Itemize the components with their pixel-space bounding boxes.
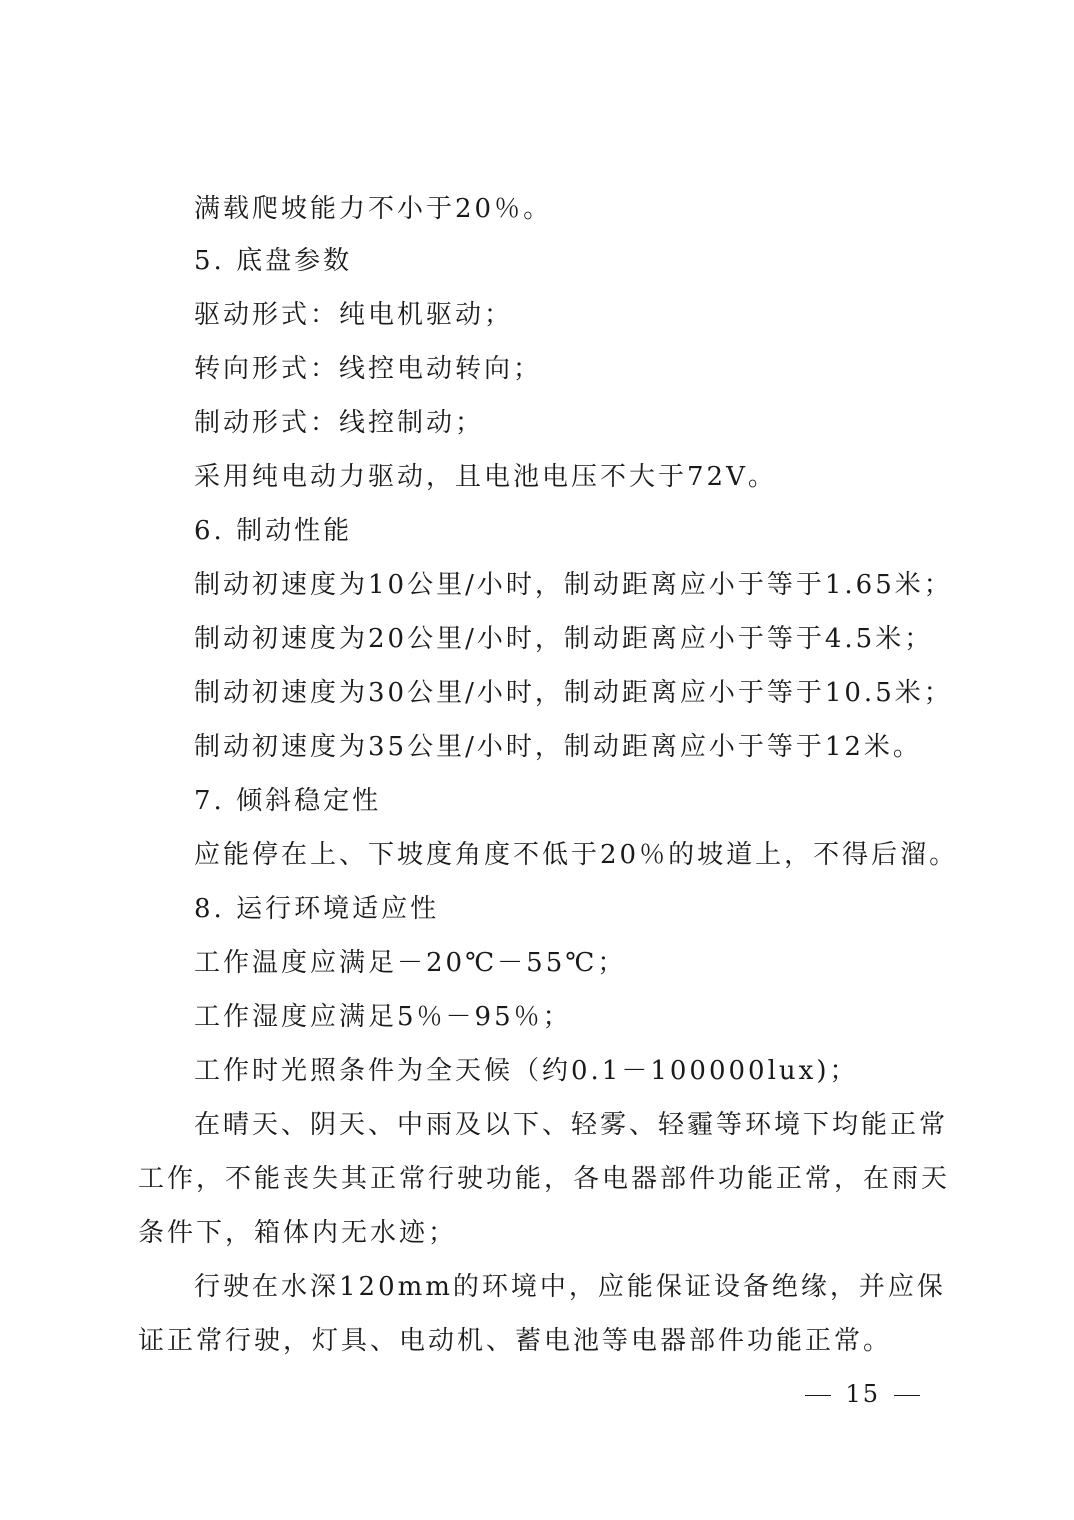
text-line: 满载爬坡能力不小于20％。 — [194, 194, 553, 224]
text-line: 条件下，箱体内无水迹； — [138, 1218, 458, 1248]
text-line: 制动形式：线控制动； — [194, 408, 485, 438]
text-line: 制动初速度为10公里/小时，制动距离应小于等于1.65米； — [194, 570, 953, 600]
text-line: 证正常行驶，灯具、电动机、蓄电池等电器部件功能正常。 — [138, 1326, 893, 1356]
text-line: 行驶在水深120mm的环境中，应能保证设备绝缘，并应保 — [194, 1272, 946, 1302]
section-heading: 6. 制动性能 — [194, 516, 353, 546]
text-line: 工作湿度应满足5％－95％； — [194, 1002, 572, 1032]
section-heading: 5. 底盘参数 — [194, 246, 353, 276]
text-line: 制动初速度为35公里/小时，制动距离应小于等于12米。 — [194, 732, 922, 762]
page-number-value: 15 — [845, 1380, 880, 1408]
dash-right-icon — [894, 1395, 920, 1396]
page-number — [791, 1380, 934, 1408]
text-line: 工作温度应满足－20℃－55℃； — [194, 948, 627, 978]
text-line: 驱动形式：纯电机驱动； — [194, 300, 514, 330]
text-line: 在晴天、阴天、中雨及以下、轻雾、轻霾等环境下均能正常 — [194, 1110, 949, 1140]
text-line: 应能停在上、下坡度角度不低于20％的坡道上，不得后溜。 — [194, 840, 959, 870]
text-line: 工作，不能丧失其正常行驶功能，各电器部件功能正常，在雨天 — [138, 1164, 951, 1194]
section-heading: 8. 运行环境适应性 — [194, 894, 440, 924]
dash-left-icon — [805, 1395, 831, 1396]
text-line: 制动初速度为30公里/小时，制动距离应小于等于10.5米； — [194, 678, 953, 708]
section-heading: 7. 倾斜稳定性 — [194, 786, 382, 816]
text-line: 制动初速度为20公里/小时，制动距离应小于等于4.5米； — [194, 624, 934, 654]
text-line: 采用纯电动力驱动，且电池电压不大于72V。 — [194, 462, 777, 492]
text-line: 工作时光照条件为全天候（约0.1－100000lux)； — [194, 1056, 859, 1086]
text-line: 转向形式：线控电动转向； — [194, 354, 543, 384]
